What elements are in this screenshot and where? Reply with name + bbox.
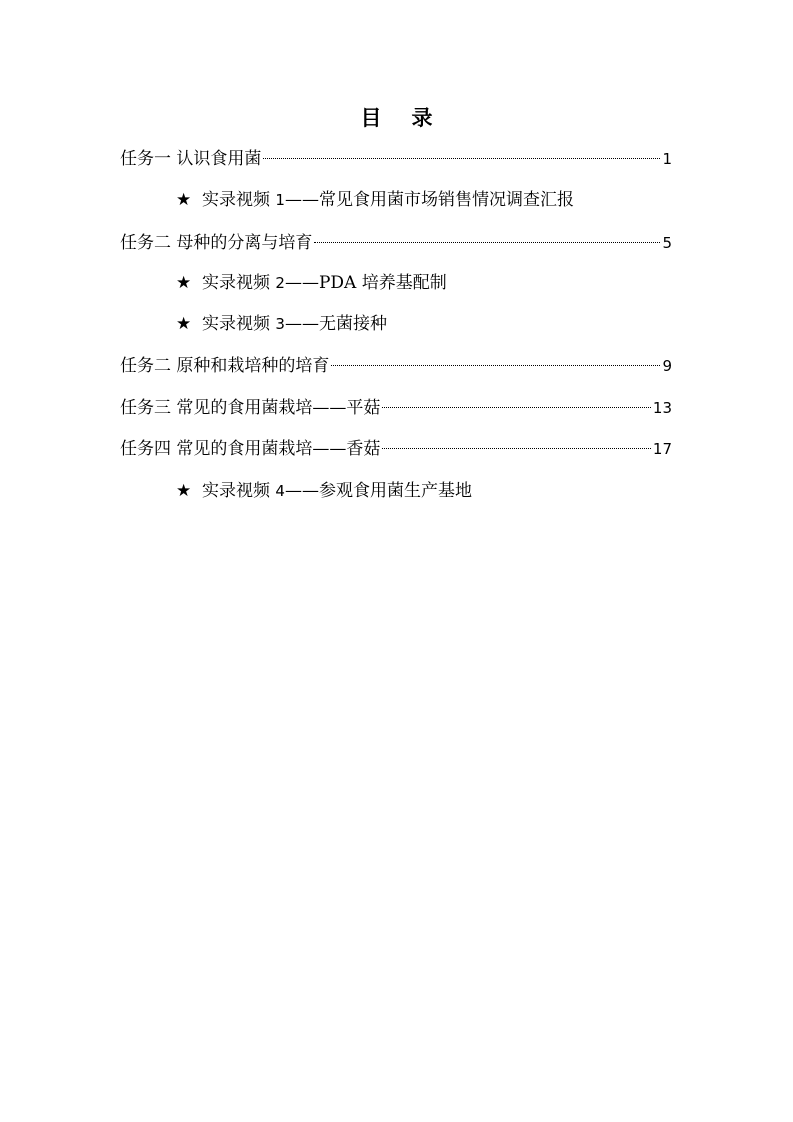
toc-entry[interactable]: [120, 436, 672, 462]
video-title: ——常见食用菌市场销售情况调查汇报: [284, 190, 574, 210]
toc-title: [0, 102, 793, 132]
dot-leader: [331, 365, 660, 366]
video-title: ——参观食用菌生产基地: [284, 481, 472, 501]
video-title: ——PDA 培养基配制: [284, 273, 447, 293]
video-entry[interactable]: [176, 270, 447, 296]
toc-entry-page: 5: [662, 234, 672, 252]
toc-entry-page: 13: [652, 399, 672, 417]
toc-entry-page: 9: [662, 357, 672, 375]
star-icon: ★: [176, 481, 192, 501]
video-number: 4: [275, 482, 285, 500]
toc-entry[interactable]: [120, 395, 672, 421]
video-label: 实录视频: [202, 314, 276, 334]
toc-entry-page: 17: [652, 440, 672, 458]
dot-leader: [382, 407, 651, 408]
dot-leader: [263, 158, 660, 159]
dot-leader: [314, 242, 660, 243]
toc-entry-label: 任务四 常见的食用菌栽培——香菇: [120, 439, 381, 459]
video-entry[interactable]: [176, 478, 472, 504]
toc-entry[interactable]: [120, 353, 672, 379]
toc-title-char-1: 目: [360, 105, 382, 130]
video-title: ——无菌接种: [284, 314, 387, 334]
video-number: 2: [275, 274, 285, 292]
video-number: 3: [275, 315, 285, 333]
toc-entry-label: 任务二 母种的分离与培育: [120, 233, 313, 253]
toc-entry-label: 任务二 原种和栽培种的培育: [120, 356, 330, 376]
video-entry[interactable]: [176, 187, 574, 213]
star-icon: ★: [176, 273, 192, 293]
toc-entry[interactable]: [120, 146, 672, 172]
video-label: 实录视频: [202, 273, 276, 293]
toc-entry-label: 任务一 认识食用菌: [120, 149, 262, 169]
toc-entry-page: 1: [662, 150, 672, 168]
toc-entry-label: 任务三 常见的食用菌栽培——平菇: [120, 398, 381, 418]
video-label: 实录视频: [202, 190, 276, 210]
video-entry[interactable]: [176, 311, 387, 337]
dot-leader: [382, 448, 651, 449]
toc-title-char-2: 录: [411, 105, 433, 130]
star-icon: ★: [176, 190, 192, 210]
video-number: 1: [275, 191, 285, 209]
video-label: 实录视频: [202, 481, 276, 501]
star-icon: ★: [176, 314, 192, 334]
toc-entry[interactable]: [120, 230, 672, 256]
